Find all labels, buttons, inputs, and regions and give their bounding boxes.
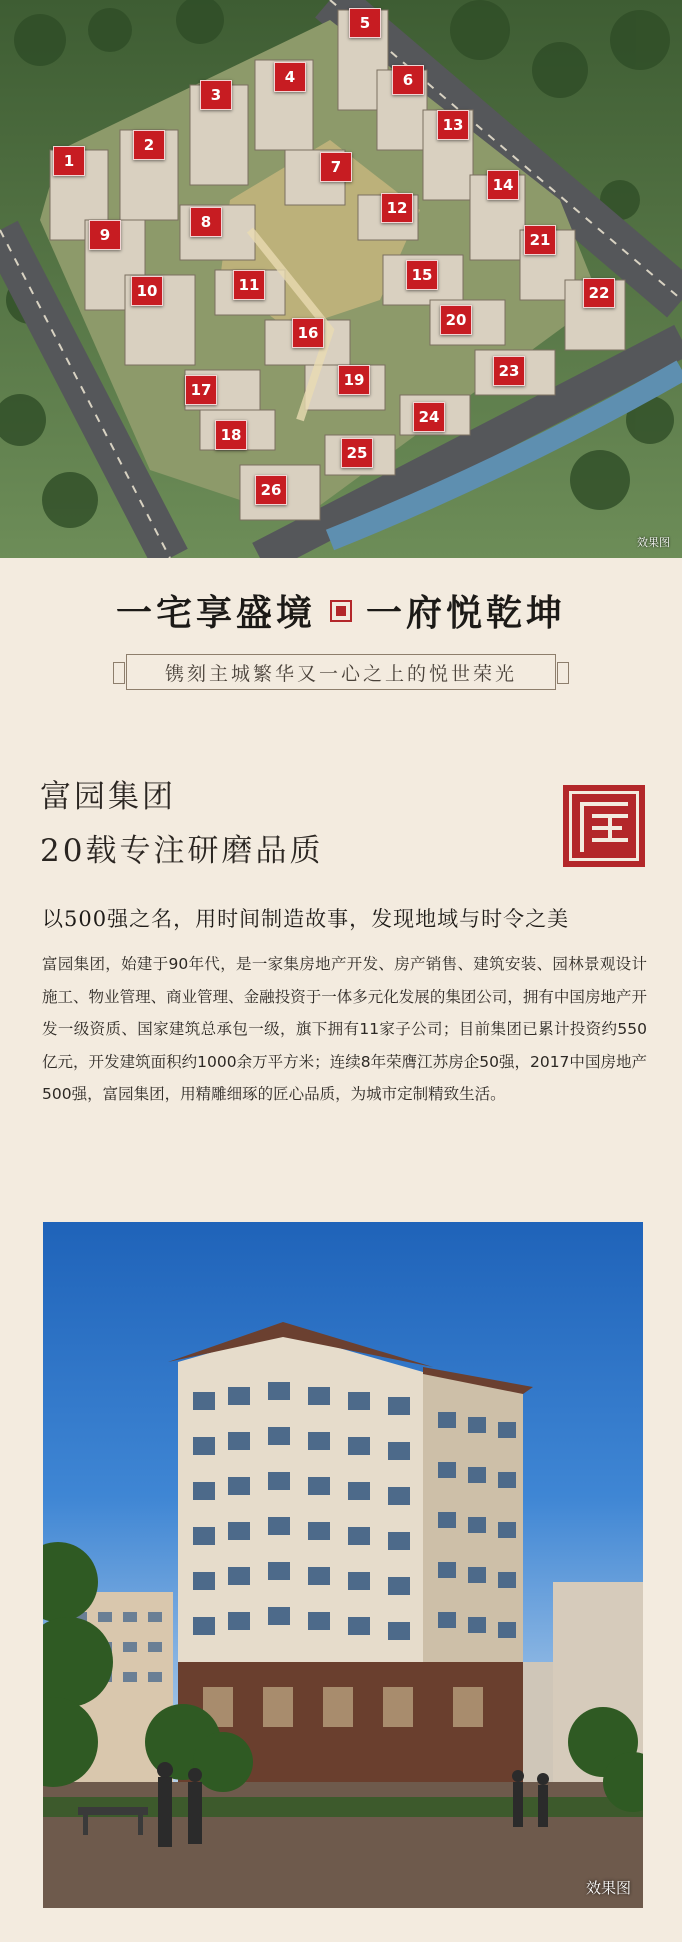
small-seal-icon <box>330 600 352 622</box>
building-illustration <box>43 1222 643 1908</box>
tower-label-2: 2 <box>133 130 165 160</box>
tower-label-17: 17 <box>185 375 217 405</box>
tower-label-6: 6 <box>392 65 424 95</box>
tower-label-10: 10 <box>131 276 163 306</box>
building-rendering <box>43 1222 643 1908</box>
tower-label-5: 5 <box>349 8 381 38</box>
tower-label-8: 8 <box>190 207 222 237</box>
slogan-block <box>0 585 682 690</box>
tower-label-12: 12 <box>381 193 413 223</box>
tower-label-11: 11 <box>233 270 265 300</box>
company-heading <box>40 770 323 878</box>
aerial-caption: 效果图 <box>637 536 670 549</box>
tower-label-13: 13 <box>437 110 469 140</box>
company-title-line-2: 20载专注研磨品质 <box>40 833 324 869</box>
slogan-part-1: 一宅享盛境 <box>115 592 316 634</box>
lead-sentence: 以500强之名，用时间制造故事，发现地域与时令之美 <box>42 907 570 931</box>
tower-label-14: 14 <box>487 170 519 200</box>
tower-label-22: 22 <box>583 278 615 308</box>
tower-label-15: 15 <box>406 260 438 290</box>
red-seal-icon <box>563 785 645 867</box>
tower-label-26: 26 <box>255 475 287 505</box>
tower-label-1: 1 <box>53 146 85 176</box>
tower-label-16: 16 <box>292 318 324 348</box>
tower-label-7: 7 <box>320 152 352 182</box>
tower-label-24: 24 <box>413 402 445 432</box>
company-description: 富园集团，始建于90年代，是一家集房地产开发、房产销售、建筑安装、园林景观设计施工、物业管理、商业管理、金融投资于一体多元化发展的集团公司，拥有中国房地产开发一级资质、国家建筑总承包一级，旗下拥有11家子公司；目前集团已累计投资约550亿元，开发建筑面积约1000余万平方米；连续8年荣膺江苏房企50强，2017中国房地产500强，富园集团，用精雕细琢的匠心品质，为城市定制精致生活。 <box>42 955 647 1104</box>
tower-label-21: 21 <box>524 225 556 255</box>
slogan-subtitle: 镌刻主城繁华又一心之上的悦世荣光 <box>164 662 517 685</box>
tower-label-3: 3 <box>200 80 232 110</box>
render-caption: 效果图 <box>585 1879 631 1897</box>
tower-label-20: 20 <box>440 305 472 335</box>
tower-label-25: 25 <box>341 438 373 468</box>
tower-label-19: 19 <box>338 365 370 395</box>
tower-label-18: 18 <box>215 420 247 450</box>
aerial-illustration <box>0 0 682 558</box>
tower-label-9: 9 <box>89 220 121 250</box>
subtitle-frame <box>126 654 556 690</box>
company-title-line-1: 富园集团 <box>40 779 176 815</box>
slogan-line <box>0 585 682 636</box>
slogan-part-2: 一府悦乾坤 <box>366 592 567 634</box>
tower-label-4: 4 <box>274 62 306 92</box>
aerial-site-plan <box>0 0 682 558</box>
tower-label-23: 23 <box>493 356 525 386</box>
